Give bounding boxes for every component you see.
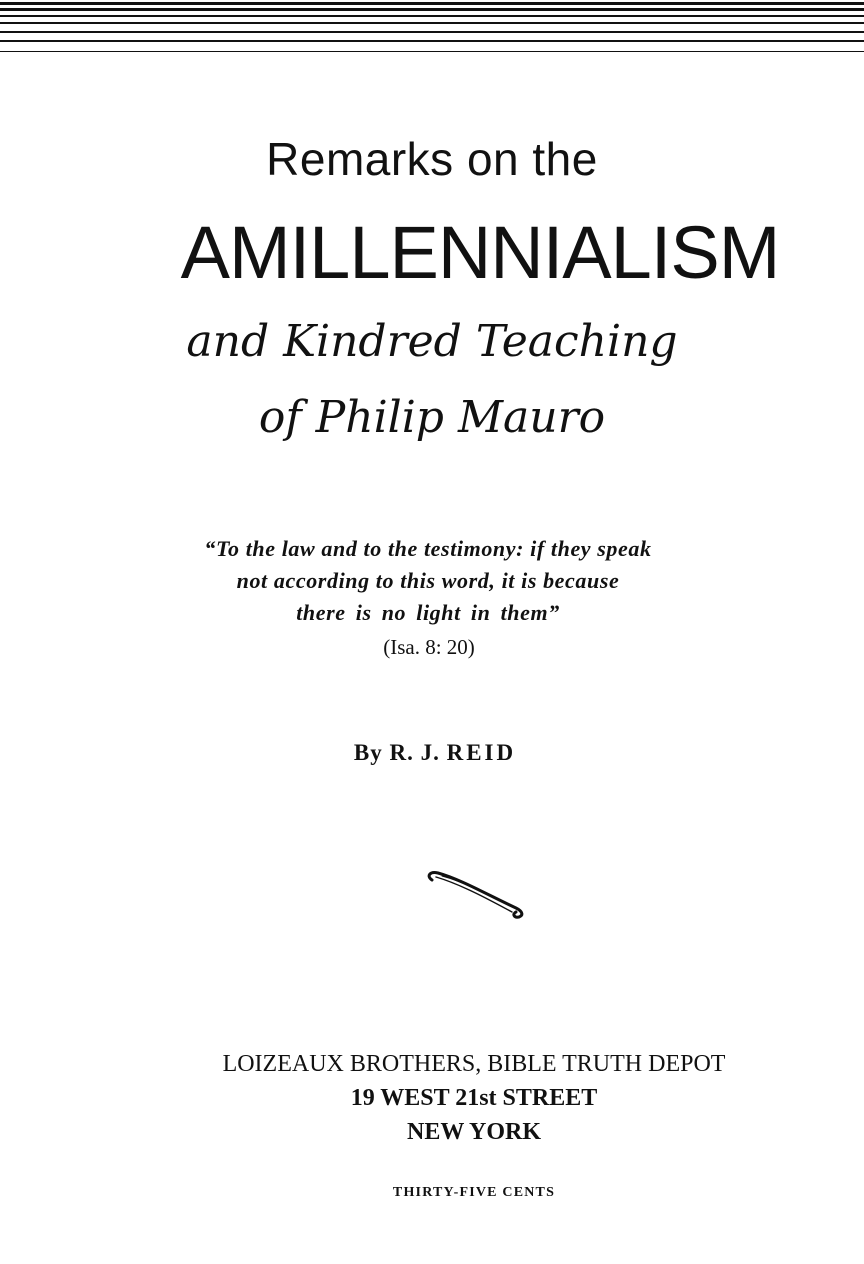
epigraph-line-1: “To the law and to the testimony: if they speak: [204, 536, 652, 561]
publisher-line-2: 19 WEST 21st STREET: [350, 1085, 598, 1111]
epigraph-line-3: there is no light in them”: [296, 600, 560, 625]
header-rule-2: [0, 8, 864, 11]
pre-title: Remarks on the: [266, 133, 598, 185]
publisher-line-3: NEW YORK: [406, 1119, 541, 1145]
subtitle-line-2: of Philip Mauro: [258, 392, 606, 443]
header-rule-5: [0, 31, 864, 33]
price: THIRTY-FIVE CENTS: [392, 1185, 556, 1200]
flourish-ornament-icon: [420, 862, 536, 922]
subtitle-line-1: and Kindred Teaching: [186, 316, 678, 367]
epigraph-reference: (Isa. 8: 20): [383, 635, 475, 659]
header-rule-7: [0, 51, 864, 52]
header-rule-4: [0, 22, 864, 24]
header-rules: [0, 0, 864, 60]
header-rule-6: [0, 40, 864, 42]
byline-author-surname: REID: [446, 740, 517, 765]
flourish-stroke-inner: [436, 877, 512, 912]
header-rule-1: [0, 2, 864, 5]
publisher-line-1: LOIZEAUX BROTHERS, BIBLE TRUTH DEPOT: [222, 1051, 726, 1077]
byline: [3, 738, 864, 768]
epigraph-line-2: not according to this word, it is because: [236, 568, 620, 593]
header-rule-3: [0, 15, 864, 17]
byline-prefix: By R. J.: [353, 740, 440, 765]
main-title: AMILLENNIALISM: [180, 211, 780, 294]
